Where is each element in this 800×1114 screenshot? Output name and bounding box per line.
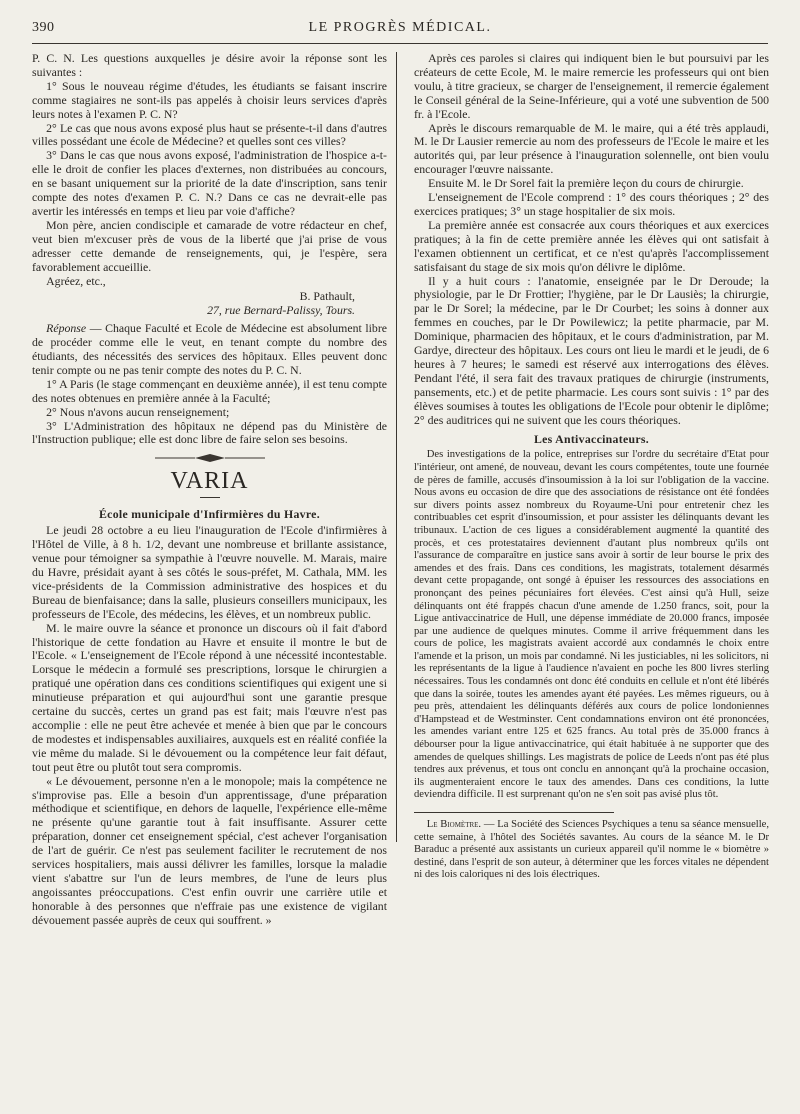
letter-closing: Mon père, ancien condisciple et camarade de votre rédacteur en chef, veut bien m'excuser près de vous de la liberté que j'ai prise de vous adresser cette demande de renseignements, qui, je l'espère, sera favorablement accueillie.: [32, 217, 387, 274]
biometre-text: — La Société des Sciences Psychiques a tenu sa séance mensuelle, cette semaine, à l'hôtel des Sociétés savantes. Au cours de la séance M. le Dr Baraduc a présenté aux assistants un curieux appareil qu'il nomme le « biomètre » destiné, dans l'esprit de son auteur, à déterminer que les forces vitales ne dépendent ni des lois caloriques ni des lois électriques.: [414, 819, 770, 881]
right-paragraph-5: La première année est consacrée aux cours théoriques et aux exercices pratiques; à la fin de cette première année les élèves qui ont satisfait à l'examen obtiennent un certificat, et ce n'est qu'après l'accomplissement satisfaisant du stage de six mois qu'on délivre le diplôme.: [414, 217, 769, 274]
header-rule: [32, 43, 768, 44]
right-paragraph-1: Après ces paroles si claires qui indiquent bien le but poursuivi par les créateurs de cette Ecole, M. le maire remercie les professeurs qui ont bien voulu, à titre gracieux, se charger de l'enseignement, il remercie également le Conseil général de la Seine-Inférieure, qui a voté une subvention de 500 fr. à l'Ecole.: [414, 51, 769, 121]
reply-point-3: 3° L'Administration des hôpitaux ne dépend pas du Ministère de l'Instruction publique; elle est donc libre de faire selon ses besoins.: [32, 418, 387, 447]
biometre-label: Le Biomètre.: [426, 819, 482, 830]
right-paragraph-6: Il y a huit cours : l'anatomie, enseignée par le Dr Deroude; la physiologie, par le Dr Frottier; l'hygiène, par le Dr Lausiès; la chirurgie, par le Dr Sorel; la médecine, par le Dr Courbet; les soins à donner aux femmes en couches, par le Dr Powilewicz; la petite pharmacie, par M. Dominique, pharmacien des hôpitaux, et le cours d'administration, par M. Gardye, directeur des hôpitaux. Les cours ont lieu le mardi et le jeudi, de 6 heures à 7 heures; le samedi est réservé aux interrogations des élèves. Pendant l'été, il sera fait des travaux pratiques de chirurgie (instruments, pansements, etc.) et de petite pharmacie. Les cours sont suivis : 1° par des élèves soumises à toutes les obligations de l'Ecole pour obtenir le diplôme; 2° des auditrices qui ne suivent que les cours théoriques.: [414, 273, 769, 427]
right-paragraph-2: Après le discours remarquable de M. le maire, qui a été très applaudi, M. le Dr Lausier remercie au nom des professeurs de l'Ecole le maire et les autorités qui, par leur présence à l'inauguration solennelle, ont bien voulu encourager l'œuvre naissante.: [414, 120, 769, 177]
biometre-rule: [414, 812, 614, 813]
reply-point-2: 2° Nous n'avons aucun renseignement;: [46, 404, 230, 419]
varia-section-header: [32, 453, 387, 498]
antivax-heading: Les Antivaccinateurs.: [533, 432, 650, 447]
letter-salutation: Agréez, etc.,: [46, 273, 106, 288]
letter-question-3: 3° Dans le cas que nous avons exposé, l'administration de l'hospice a-t-elle le droit de confier les places d'externes, non distribuées au concours, en se basant uniquement sur la priorité de la date d'inscription, sans tenir compte des notes d'examen P. C. N.? Dans ce cas ne devrait-elle pas avertir les intéressés en temps et lieu par voie d'affiche?: [32, 148, 387, 218]
havre-paragraph-1: Le jeudi 28 octobre a eu lieu l'inauguration de l'Ecole d'infirmières à l'Hôtel de Ville, à 8 h. 1/2, devant une nombreuse et brillante assistance, venue pour témoigner sa sympathie à l'œuvre nouvelle. M. Marais, maire du Havre, présidait ayant à ses côtés le sous-préfet, M. Cathala, MM. les vice-présidents de la Commission administrative des hospices et du Bureau de bienfaisance; dans la salle, plusieurs conseillers municipaux, les professeurs de l'Ecole, des médecins, les élèves, et un nombreux public.: [32, 523, 387, 621]
reply-label: Réponse: [46, 321, 87, 336]
page-number: 390: [32, 20, 55, 35]
reply-point-1: 1° A Paris (le stage commençant en deuxième année), il est tenu compte des notes obtenues en première année à la Faculté;: [32, 376, 387, 405]
antivax-paragraph: Des investigations de la police, entreprises sur l'ordre du secrétaire d'Etat pour l'intérieur, ont amené, de nouveau, devant les cours compétentes, toute une fournée de pères de famille, accusés d'insoumission à la loi sur l'obligation de la vaccine. Nous avons eu occasion de dire que des associations de résistance ont été fondées sur divers points assez nombreux du Royaume-Uni pour entretenir chez les contribuables cet esprit d'insoumission, et pour assister les délinquants devant les tribunaux. L'action de ces ligues a considérablement augmenté la quantité des procès, et ces protestataires deviennent d'autant plus nombreux qu'ils ont l'assurance de comparaître en justice sans avoir à sortir de leur bourse le prix des amendes et des frais. Dans ces conditions, les magistrats, totalement désarmés devant cette propagande, ont songé à épuiser les ressources des associations en prononçant des peines pécuniaires fort élevées. C'est ainsi qu'à Hull, seize délinquants ont été frappés chacun d'une amende de 1.250 francs, soit, pour la Ligue antivaccinatrice de Hull, une dépense immédiate de 20.000 francs, imposée par une audience de quelques minutes. Comme il arrive fréquemment dans les cours de police, les magistrats avaient accordé aux condamnés le choix entre l'amende et la prison, un mois par condamné. Ni les justiciables, ni les solicitors, ni les représentants de la ligue à l'audience n'avaient en poche les 800 livres sterling nécessaires. Tous les condamnés ont donc été conduits en cellule et n'ont été libérés que dans la soirée, toutes les amendes ayant été payées. Les mêmes rigueurs, ou à peu près, attendaient les délinquants déférés aux cours de police londoniennes d'Hampstead et de Westminster. Cent condamnations environ ont été prononcées, les amendes variant entre 125 et 625 francs. Au total près de 35.000 francs à débourser pour la ligue antivaccinatrice, qui était habituée à ne supporter que des amendes de quelques shillings. Les magistrats de police de Leeds n'ont pas été plus tendres aux prévenus, et tous ont conclu en annonçant qu'à la prochaine occasion, ils augmenteraient encore le taux des amendes. Dans ces conditions, la lutte deviendra difficile. Il est surprenant qu'on ne s'en soit pas avisé plus tôt.: [414, 449, 769, 801]
varia-title: VARIA: [170, 468, 249, 495]
page-header: [32, 18, 768, 42]
letter-question-2: 2° Le cas que nous avons exposé plus haut se présente-t-il dans d'autres villes possédant une école de Médecine? et quelles sont ces villes?: [32, 120, 387, 149]
right-paragraph-4: L'enseignement de l'Ecole comprend : 1° des cours théoriques ; 2° des exercices pratiques; 3° un stage hospitalier de six mois.: [414, 190, 769, 218]
biometre-paragraph: [414, 819, 769, 882]
signature-address: 27, rue Bernard-Palissy, Tours.: [207, 303, 355, 318]
column-divider: [396, 52, 397, 842]
reply-text: — Chaque Faculté et Ecole de Médecine est absolument libre de procéder comme elle le veut, en tenant compte du nombre des étudiants, des nécessités des services des hôpitaux. Elles peuvent donc tenir compte ou ne pas tenir compte des notes du P. C. N.: [32, 321, 387, 377]
reply-paragraph: [32, 322, 387, 378]
havre-heading: École municipale d'Infirmières du Havre.: [99, 507, 320, 522]
right-paragraph-3: Ensuite M. le Dr Sorel fait la première leçon du cours de chirurgie.: [428, 176, 744, 191]
havre-paragraph-3: « Le dévouement, personne n'en a le monopole; mais la compétence ne s'improvise pas. Elle a besoin d'un apprentissage, d'une préparation méthodique et scientifique, en dehors de laquelle, l'expérience elle-même ne présente qu'une garantie tout à fait insuffisante. Assurer cette préparation, donner cet enseignement spécial, c'est achever l'organisation de l'art de guérir. Ce n'est pas seulement faciliter le recrutement de nos services hospitaliers, mais aussi délivrer les familles, lorsque la maladie vient s'abattre sur l'un de leurs membres, de l'une de leurs plus angoissantes préoccupations. C'est enfin ouvrir une carrière utile et honorable à des personnes que n'effraie pas une existence de vigilant dévouement passée auprès de ceux qui souffrent. »: [32, 773, 387, 927]
left-column: [32, 52, 387, 928]
signature-name: B. Pathault,: [299, 289, 355, 304]
ornament-divider-icon: [155, 453, 265, 463]
havre-paragraph-2: M. le maire ouvre la séance et prononce un discours où il fait d'abord l'historique de cette fondation au Havre et ensuite il montre le but de l'Ecole. « L'enseignement de l'Ecole répond à une nécessité incontestable. Lorsque le médecin a formulé ses prescriptions, lorsque le chirurgien a pratiqué une opération dans ces conditions scientifiques qui exigent une si minutieuse préparation et qui aujourd'hui sont une garantie presque certaine du succès, certes un grand pas est fait; mais l'œuvre n'est pas accomplie : elle ne peut être achevée et menée à bien que par le concours de modestes et indispensables auxiliaires, auxquels est en réalité confiée la vie même du malade. Si le dévouement ou la compétence leur fait défaut, tout peut être ou plutôt tout sera compromis.: [32, 620, 387, 774]
right-column: [414, 52, 769, 882]
varia-dash: [200, 497, 220, 498]
journal-title: LE PROGRÈS MÉDICAL.: [308, 20, 492, 35]
letter-intro: P. C. N. Les questions auxquelles je désire avoir la réponse sont les suivantes :: [32, 51, 387, 79]
letter-question-1: 1° Sous le nouveau régime d'études, les étudiants se faisant inscrire comme stagiaires ne sont-ils pas appelés à choisir leurs services d'après leurs notes à l'examen P. C. N?: [32, 78, 387, 121]
